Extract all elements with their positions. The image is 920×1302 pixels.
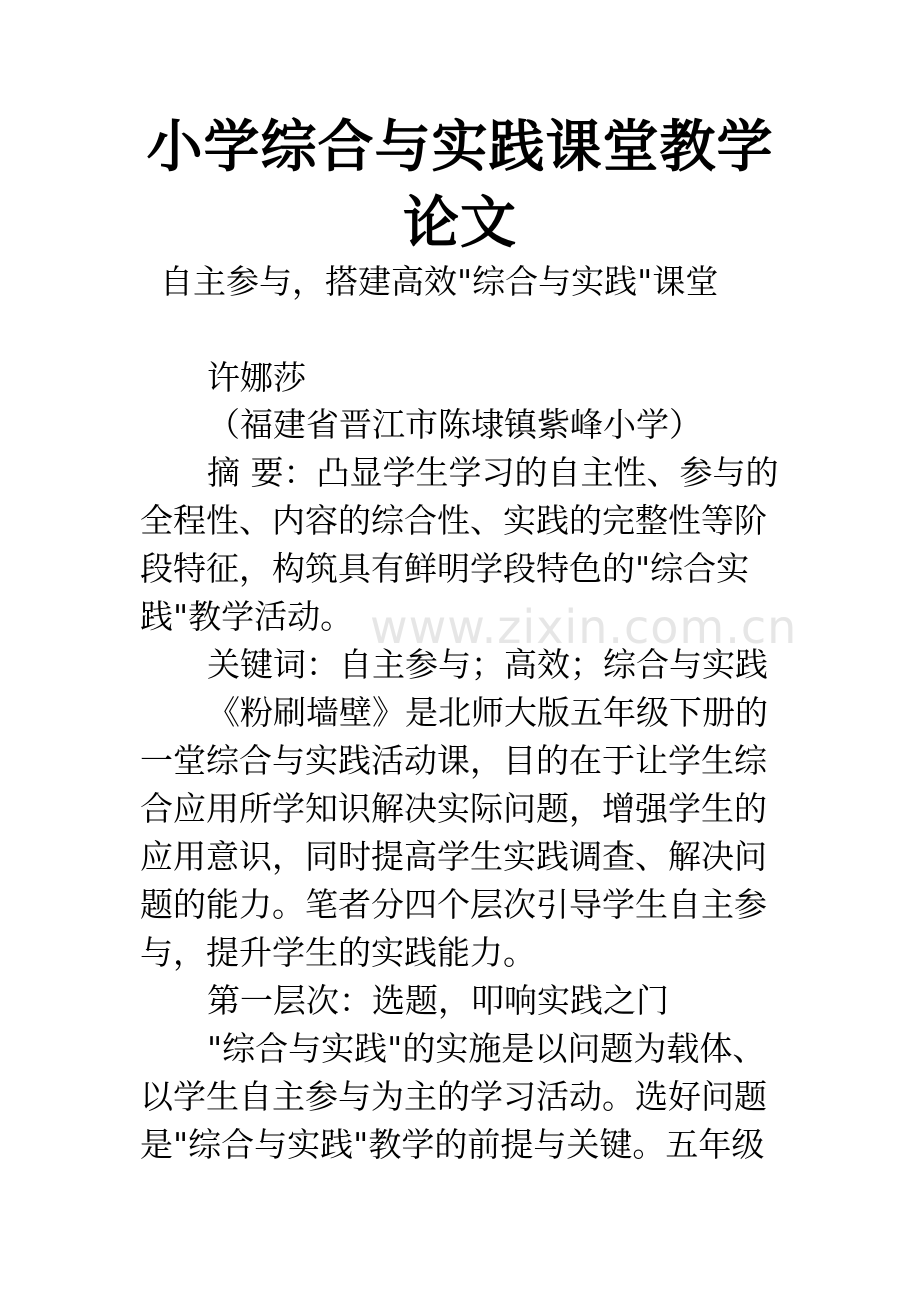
body-line: 摘 要：凸显学生学习的自主性、参与的 [207,453,779,492]
body-line: 合应用所学知识解决实际问题，增强学生的 [140,789,767,828]
body-line: 践"教学活动。 [140,597,354,636]
body-line: 与，提升学生的实践能力。 [140,933,536,972]
body-line: 是"综合与实践"教学的前提与关键。五年级 [140,1125,765,1164]
document-subtitle: 自主参与，搭建高效"综合与实践"课堂 [160,262,719,301]
body-line: 应用意识，同时提高学生实践调查、解决问 [140,837,767,876]
author-name: 许娜莎 [207,358,306,397]
site-watermark: www.zixin.com.cn [370,600,798,654]
document-title-line-2: 论文 [403,190,517,256]
body-line: 《粉刷墙壁》是北师大版五年级下册的 [207,693,768,732]
body-line: 一堂综合与实践活动课，目的在于让学生综 [140,741,767,780]
body-line: "综合与实践"的实施是以问题为载体、 [207,1029,766,1068]
body-line: 题的能力。笔者分四个层次引导学生自主参 [140,885,767,924]
author-affiliation: （福建省晋江市陈埭镇紫峰小学） [207,405,702,444]
body-line: 全程性、内容的综合性、实践的完整性等阶 [140,501,767,540]
section-heading: 第一层次：选题，叩响实践之门 [207,981,669,1020]
document-title-line-1: 小学综合与实践课堂教学 [146,114,774,180]
body-line: 段特征，构筑具有鲜明学段特色的"综合实 [140,549,750,588]
body-line: 以学生自主参与为主的学习活动。选好问题 [140,1077,767,1116]
keywords-line: 关键词：自主参与；高效；综合与实践 [207,645,768,684]
